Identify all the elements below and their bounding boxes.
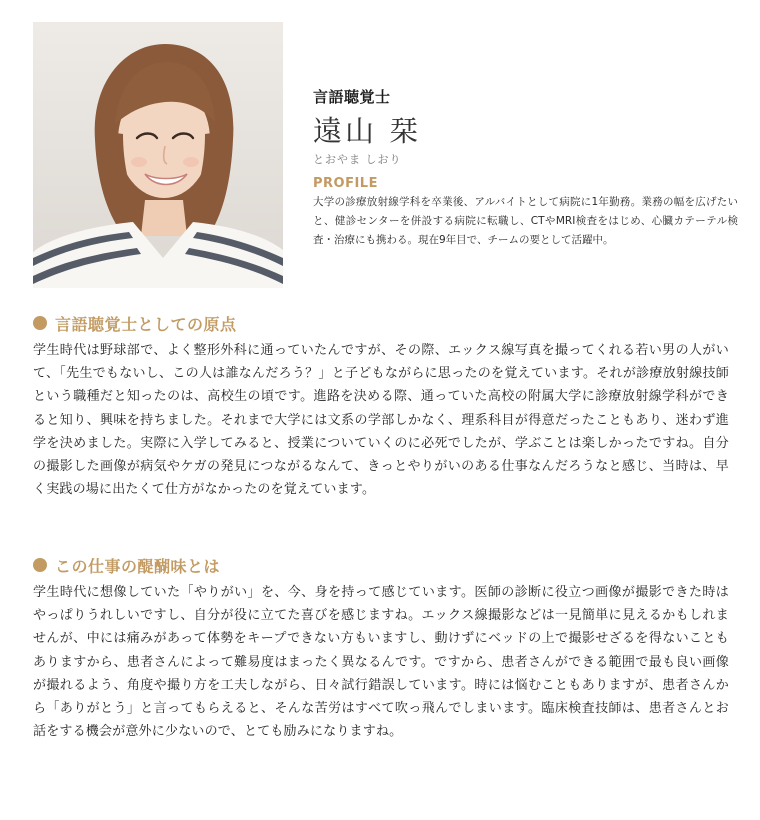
section-heading-text: 言語聴覚士としての原点 [55,314,237,334]
portrait-photo [33,22,283,288]
section-body: 学生時代は野球部で、よく整形外科に通っていたんですが、その際、エックス線写真を撮ってくれる若い男の人がいて、「先生でもないし、この人は誰なんだろう？」と子どもながらに思ったのを覚えています。それが診療放射線技師という職種だと知ったのは、高校生の頃です。進路を決める際、通っていた高校の附属大学に診療放射線学科ができると知り、興味を持ちました。それまで大学には文系の学部しかなく、理系科目が得意だったこともあり、迷わず進学を決めました。実際に入学してみると、授業についていくのに必死でしたが、学ぶことは楽しかったですね。自分の撮影した画像が病気やケガの発見につながるなんて、きっとやりがいのある仕事なんだろうなと感じ、当時は、早く実践の場に出たくて仕方がなかったのを覚えています。 [33,343,729,498]
section-appeal [33,553,729,743]
person-name-kana: とおやま しおり [313,153,402,166]
section-heading-text: この仕事の醍醐味とは [55,556,221,576]
profile-info [313,86,738,250]
section-origin [33,311,729,501]
section-heading [33,553,729,577]
section-body: 学生時代に想像していた「やりがい」を、今、身を持って感じています。医師の診断に役立つ画像が撮影できた時はやっぱりうれしいですし、自分が役に立てた喜びを感じますね。エックス線撮影などは一見簡単に見えるかもしれませんが、中には痛みがあって体勢をキープできない方もいますし、動けずにベッドの上で撮影せざるを得ないこともありますから、患者さんによって難易度はまったく異なるんです。ですから、患者さんができる範囲で最も良い画像が撮れるよう、角度や撮り方を工夫しながら、日々試行錯誤しています。時には悩むこともありますが、患者さんから「ありがとう」と言ってもらえると、そんな苦労はすべて吹っ飛んでしまいます。臨床検査技師は、患者さんとお話をする機会が意外に少ないので、とても励みになりますね。 [33,585,729,740]
filled-circle-icon [33,316,47,330]
section-heading [33,311,729,335]
profile-label: PROFILE [313,176,378,191]
filled-circle-icon [33,558,47,572]
person-name: 遠山 栞 [313,114,422,148]
job-title: 言語聴覚士 [313,88,391,106]
profile-text: 大学の診療放射線学科を卒業後、アルバイトとして病院に1年勤務。業務の幅を広げたいと、健診センターを併設する病院に転職し、CTやMRI検査をはじめ、心臓カテーテル検査・治療にも携わる。現在9年目で、チームの要として活躍中。 [313,196,738,246]
